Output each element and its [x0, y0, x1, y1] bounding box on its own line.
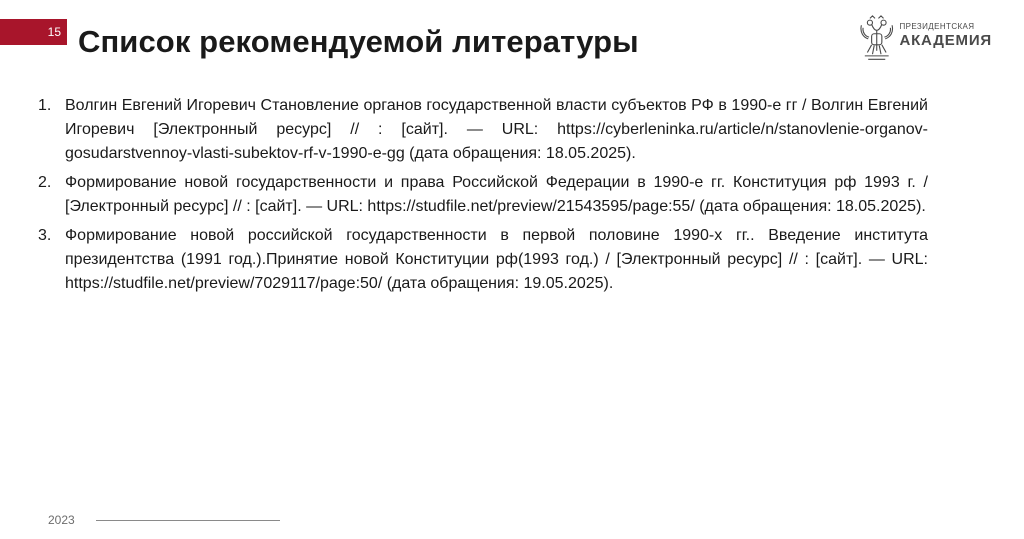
list-item-number: 1. [38, 97, 52, 114]
list-item-text: Формирование новой российской государственности в первой половине 1990-х гг.. Введение института президентства (1991 год.).Принятие новой Конституции рф(1993 год.) / [Электронный ресурс] // : [сайт]. — URL: https://studfile.net/preview/7029117/page:50/ (дата обращения: 19.05.2025). [65, 227, 928, 292]
list-item-text: Волгин Евгений Игоревич Становление органов государственной власти субъектов РФ в 1990-е гг / Волгин Евгений Игоревич [Электронный ресурс] // : [сайт]. — URL: https://cyberleninka.ru/article/n/stanovlenie-organov-gosudarstvennoy-vlasti-subektov-rf-v-1990-e-gg (дата обращения: 18.05.2025). [65, 97, 928, 162]
footer-divider [96, 520, 280, 521]
double-headed-eagle-emblem-icon [858, 9, 895, 67]
logo-text [899, 22, 992, 49]
academy-logo [858, 8, 992, 68]
reference-list [38, 94, 928, 301]
logo-line1: ПРЕЗИДЕНТСКАЯ [899, 21, 975, 31]
list-item-number: 3. [38, 227, 52, 244]
slide-number: 15 [47, 25, 61, 39]
list-item-text: Формирование новой государственности и права Российской Федерации в 1990-е гг. Конституция рф 1993 г. / [Электронный ресурс] // : [сайт]. — URL: https://studfile.net/preview/21543595/page:55/ (дата обращения: 18.05.2025). [65, 174, 928, 215]
slide-number-badge [0, 19, 67, 45]
logo-line2: АКАДЕМИЯ [899, 31, 992, 49]
page-title: Список рекомендуемой литературы [78, 24, 639, 59]
list-item [38, 224, 928, 296]
list-item-number: 2. [38, 174, 52, 191]
footer-year: 2023 [48, 513, 75, 527]
list-item [38, 94, 928, 166]
list-item [38, 171, 928, 219]
